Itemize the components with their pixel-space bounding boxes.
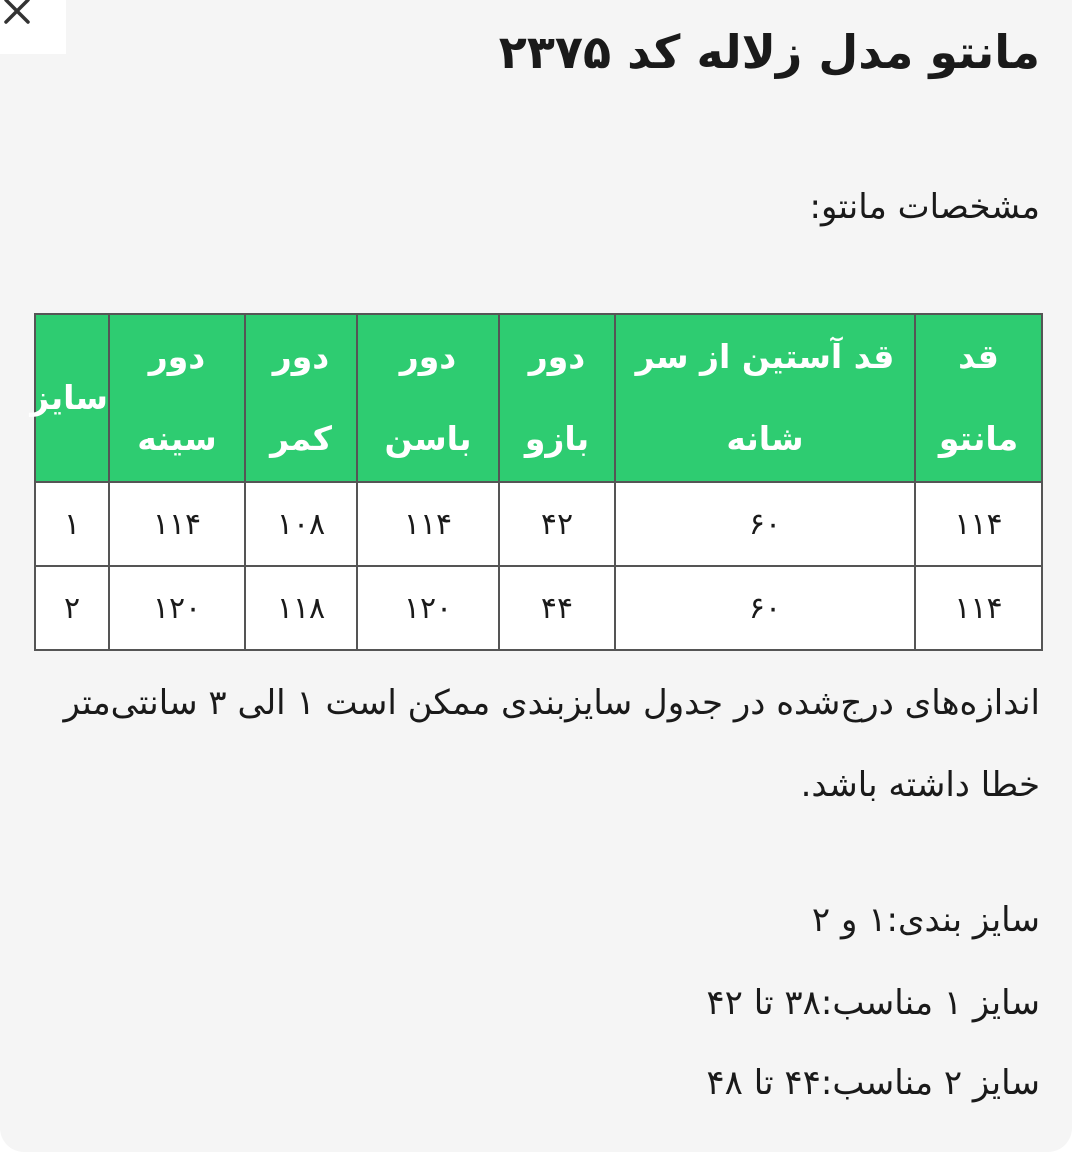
- table-cell: ۱۱۴: [915, 566, 1042, 650]
- table-cell: ۲: [35, 566, 109, 650]
- header-cell: دور کمر: [245, 314, 357, 482]
- header-cell: قد آستین از سر شانه: [615, 314, 915, 482]
- size-range: سایز بندی:۱ و ۲: [811, 900, 1040, 940]
- close-icon[interactable]: [0, 0, 36, 32]
- table-cell: ۱۰۸: [245, 482, 357, 566]
- table-cell: ۴۲: [499, 482, 615, 566]
- header-cell: قد مانتو: [915, 314, 1042, 482]
- table-cell: ۱۱۴: [109, 482, 245, 566]
- header-cell: دور سینه: [109, 314, 245, 482]
- table-cell: ۱۱۴: [357, 482, 499, 566]
- header-cell: دور بازو: [499, 314, 615, 482]
- table-header-row: [35, 314, 1042, 482]
- table-cell: ۱۲۰: [109, 566, 245, 650]
- table-cell: ۱۱۴: [915, 482, 1042, 566]
- close-button[interactable]: [0, 0, 66, 54]
- size-1-fit: سایز ۱ مناسب:۳۸ تا ۴۲: [706, 983, 1040, 1023]
- size-table: [30, 313, 1043, 651]
- table-cell: ۱۲۰: [357, 566, 499, 650]
- table-row: [35, 482, 1042, 566]
- product-title: مانتو مدل زلاله کد ۲۳۷۵: [498, 25, 1040, 79]
- size-2-fit: سایز ۲ مناسب:۴۴ تا ۴۸: [706, 1063, 1040, 1103]
- table-cell: ۶۰: [615, 482, 915, 566]
- table-cell: ۶۰: [615, 566, 915, 650]
- table-cell: ۴۴: [499, 566, 615, 650]
- table-cell: ۱: [35, 482, 109, 566]
- table-row: [35, 566, 1042, 650]
- specs-heading: مشخصات مانتو:: [809, 187, 1040, 227]
- header-cell: سایز: [35, 314, 109, 482]
- header-cell: دور باسن: [357, 314, 499, 482]
- sizing-note: اندازه‌های درج‌شده در جدول سایزبندی ممکن است ۱ الی ۳ سانتی‌متر خطا داشته باشد.: [63, 683, 1040, 805]
- table-cell: ۱۱۸: [245, 566, 357, 650]
